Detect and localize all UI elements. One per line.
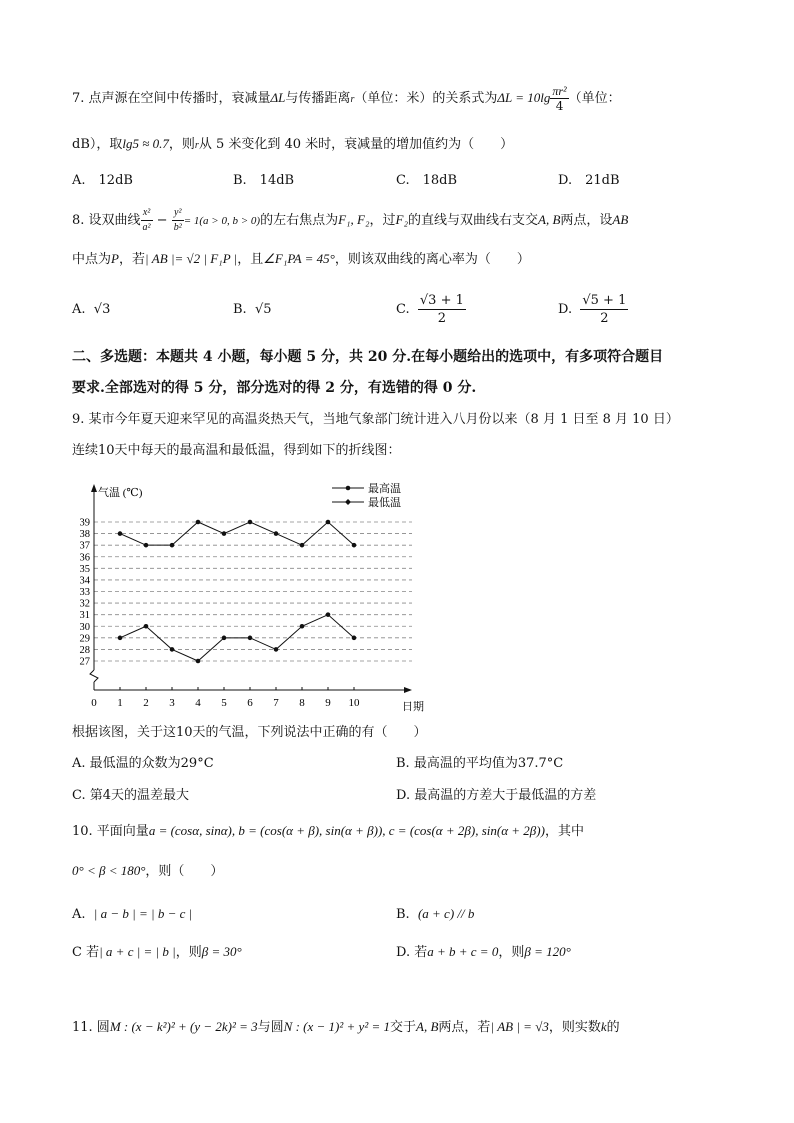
q8-text: 两点，设	[560, 213, 613, 228]
q7-text: dB），取	[72, 137, 123, 152]
q8-frac-y	[172, 206, 184, 235]
temperature-line-chart	[68, 470, 428, 720]
y-axis-label: 气温 (℃)	[98, 487, 143, 499]
q7-r: r	[194, 140, 199, 151]
q7-line1	[72, 84, 621, 113]
q8-line2	[72, 250, 530, 269]
option-letter: D. 若	[396, 945, 428, 960]
q8-text: 的左右焦点为	[260, 213, 339, 228]
q8-line1: 8. 设双曲线 $\frac{\text{x²}}{\text{a²}}$ − $\frac{\text{y²}}{\text{b²}}$ = 1(a > 0, b > 0)的左右焦点为F₁, F₂，过F₂的直线与双曲线右支交A, B两点，设AB	[72, 207, 629, 233]
x-tick-label: 8	[299, 697, 305, 709]
data-point	[170, 543, 175, 548]
q7-option-d[interactable]: D. 21dB	[558, 173, 620, 188]
q11-text: 两点，若	[438, 1020, 491, 1035]
q11-circle-m: M : (x − k²)² + (y − 2k)² = 3	[109, 1019, 258, 1034]
option-fraction	[418, 292, 466, 327]
q7-text: 7. 点声源在空间中传播时，衰减量	[72, 91, 271, 106]
option-letter: A.	[72, 302, 86, 317]
q10-option-a[interactable]	[72, 905, 192, 924]
frac-top: y²	[172, 206, 184, 221]
data-point	[274, 647, 279, 652]
q7-dl: ΔL	[270, 90, 286, 105]
q10-text: ，其中	[544, 824, 584, 839]
option-letter: A.	[72, 907, 86, 922]
q10-text: ，则（ ）	[145, 864, 224, 879]
q11-text: 交于	[389, 1020, 416, 1035]
q8-option-b[interactable]	[233, 301, 272, 319]
x-tick-label: 3	[169, 697, 175, 709]
x-axis-arrow	[404, 687, 412, 693]
data-point	[326, 520, 331, 525]
q8-f2: F₂	[395, 212, 408, 227]
data-point	[352, 636, 357, 641]
q7-text: 与传播距离	[285, 91, 351, 106]
option-letter: B.	[233, 302, 247, 317]
q9-option-d[interactable]: D. 最高温的方差大于最低温的方差	[396, 788, 597, 803]
q11-text: ，则实数	[548, 1020, 601, 1035]
q11-ab: A, B	[416, 1019, 439, 1034]
legend-marker	[346, 486, 351, 491]
q8-text: ，若	[118, 252, 145, 267]
q9-line1: 9. 某市今年夏天迎来罕见的高温炎热天气，当地气象部门统计进入八月份以来（8 月 1 日至 8 月 10 日）	[72, 412, 679, 427]
q8-option-a[interactable]	[72, 301, 110, 319]
q11-text: 的	[606, 1020, 620, 1035]
q11-cond: | AB | = √3	[490, 1019, 549, 1034]
q7-text: 从 5 米变化到 40 米时，衰减量的增加值约为（ ）	[198, 137, 514, 152]
q9-option-b[interactable]: B. 最高温的平均值为37.7°C	[396, 756, 564, 771]
q10-option-b[interactable]	[396, 905, 474, 924]
q10-option-c[interactable]	[72, 943, 242, 962]
q10-vectors: a = (cosα, sinα), b = (cos(α + β), sin(α + β)), c = (cos(α + 2β), sin(α + 2β))	[148, 823, 545, 838]
q8-cond: = 1(a > 0, b > 0)	[183, 215, 261, 227]
x-tick-label: 5	[221, 697, 227, 709]
data-point	[196, 520, 201, 525]
q9-option-a[interactable]: A. 最低温的众数为29°C	[72, 756, 214, 771]
q7-r: r	[350, 94, 355, 105]
frac-top: πr²	[552, 84, 567, 98]
q7-formula: ΔL = 10lg	[497, 90, 551, 105]
q8-angle: ∠F₁PA = 45°	[263, 251, 335, 266]
option-letter: B.	[396, 907, 410, 922]
data-point	[248, 636, 253, 641]
y-axis-arrow	[91, 484, 97, 492]
option-value: | a − b | = | b − c |	[93, 906, 193, 921]
y-tick-label: 32	[79, 598, 90, 610]
q10-option-d[interactable]	[396, 943, 571, 962]
y-tick-label: 28	[79, 644, 90, 656]
option-result: β = 30°	[201, 944, 242, 959]
x-tick-label: 4	[195, 697, 201, 709]
data-point	[300, 624, 305, 629]
frac-top: √3 + 1	[419, 293, 464, 308]
section2-heading-line1: 二、多选题：本题共 4 小题，每小题 5 分，共 20 分.在每小题给出的选项中，有多项符合题目	[72, 349, 664, 365]
data-point	[352, 543, 357, 548]
y-tick-label: 35	[79, 563, 90, 575]
q8-option-d[interactable]	[558, 292, 628, 327]
q9-line2: 连续10天中每天的最高温和最低温，得到如下的折线图：	[72, 443, 401, 458]
option-text: ，则	[498, 945, 525, 960]
frac-bot: 4	[555, 99, 564, 113]
q8-text: ，且	[237, 252, 264, 267]
data-point	[118, 531, 123, 536]
legend-label: 最高温	[368, 483, 401, 495]
y-tick-label: 30	[79, 621, 90, 633]
x-axis-label: 日期	[402, 701, 424, 713]
q8-cond2: | AB |= √2 | F₁P |	[144, 251, 238, 266]
axis-break	[90, 670, 98, 682]
option-value: √3	[93, 302, 111, 317]
q7-option-a[interactable]: A. 12dB	[72, 173, 133, 188]
x-tick-label: 2	[143, 697, 149, 709]
q11-k: k	[600, 1019, 607, 1034]
q10-text: 10. 平面向量	[72, 824, 149, 839]
option-value: (a + c) // b	[417, 906, 475, 921]
option-text: ，则	[175, 945, 202, 960]
data-point	[274, 531, 279, 536]
x-tick-label: 7	[273, 697, 279, 709]
q8-text: 8. 设双曲线	[72, 213, 141, 228]
option-fraction	[580, 292, 628, 327]
x-tick-label: 9	[325, 697, 331, 709]
y-tick-label: 34	[79, 575, 90, 587]
option-letter: D.	[558, 302, 573, 317]
q8-text: ，则该双曲线的离心率为（ ）	[334, 252, 530, 267]
option-value: a + b + c = 0	[427, 944, 499, 959]
y-tick-label: 27	[79, 656, 90, 668]
q8-option-c[interactable]	[396, 292, 466, 327]
data-point	[118, 636, 123, 641]
frac-top: √5 + 1	[582, 293, 627, 308]
q8-text: ，过	[369, 213, 396, 228]
y-tick-label: 37	[79, 540, 90, 552]
q9-option-c[interactable]: C. 第4天的温差最大	[72, 788, 190, 803]
data-point	[248, 520, 253, 525]
y-tick-label: 33	[79, 587, 90, 598]
x-tick-label: 0	[91, 697, 97, 709]
q7-fraction	[550, 84, 568, 113]
q7-lg5: lg5 ≈ 0.7	[122, 136, 169, 151]
q7-option-c[interactable]: C. 18dB	[396, 173, 458, 188]
q8-ab: A, B	[538, 212, 561, 227]
option-value: | a + c | = | b |	[99, 944, 176, 959]
frac-bot: 2	[437, 311, 447, 326]
data-point	[144, 624, 149, 629]
frac-top: x²	[141, 206, 153, 221]
x-tick-label: 6	[247, 697, 253, 709]
q11-text: 与圆	[257, 1020, 284, 1035]
q8-text: 的直线与双曲线右支交	[408, 213, 539, 228]
q11-line1	[72, 1018, 620, 1037]
option-letter: C 若	[72, 945, 100, 960]
q8-p: P	[111, 251, 119, 266]
q10-line2	[72, 862, 223, 881]
option-result: β = 120°	[524, 944, 571, 959]
q7-option-b[interactable]: B. 14dB	[233, 173, 295, 188]
x-tick-label: 1	[117, 697, 123, 709]
option-value: √5	[254, 302, 272, 317]
data-point	[170, 647, 175, 652]
x-tick-label: 10	[348, 697, 360, 709]
data-point	[144, 543, 149, 548]
q8-frac-x	[141, 206, 153, 235]
frac-bot: 2	[600, 311, 609, 326]
q8-text: 中点为	[72, 252, 112, 267]
q8-foci: F₁, F₂	[338, 212, 370, 227]
y-tick-label: 36	[79, 552, 90, 564]
q8-ab2: AB	[612, 212, 629, 227]
legend-marker	[345, 499, 351, 505]
section2-heading-line2: 要求.全部选对的得 5 分，部分选对的得 2 分，有选错的得 0 分.	[72, 380, 477, 396]
q9-question: 根据该图，关于这10天的气温，下列说法中正确的有（ ）	[72, 725, 427, 740]
frac-bot: a²	[142, 222, 151, 233]
data-point	[222, 531, 227, 536]
q7-text: （单位：米）的关系式为	[354, 91, 498, 106]
data-point	[326, 612, 331, 617]
q7-line2	[72, 135, 513, 155]
legend-label: 最低温	[368, 497, 401, 509]
data-point	[300, 543, 305, 548]
q7-text: （单位：	[568, 91, 621, 106]
y-tick-label: 31	[79, 610, 90, 622]
q10-line1	[72, 822, 584, 841]
q11-circle-n: N : (x − 1)² + y² = 1	[283, 1019, 390, 1034]
data-point	[222, 636, 227, 641]
y-tick-label: 38	[79, 529, 90, 541]
y-tick-label: 39	[79, 517, 90, 529]
q7-text: ，则	[168, 137, 195, 152]
data-point	[196, 659, 201, 664]
option-letter: C.	[396, 302, 410, 317]
q10-range: 0° < β < 180°	[72, 863, 146, 878]
frac-bot: b²	[173, 222, 182, 233]
y-tick-label: 29	[79, 633, 90, 645]
q11-text: 11. 圆	[72, 1020, 110, 1035]
